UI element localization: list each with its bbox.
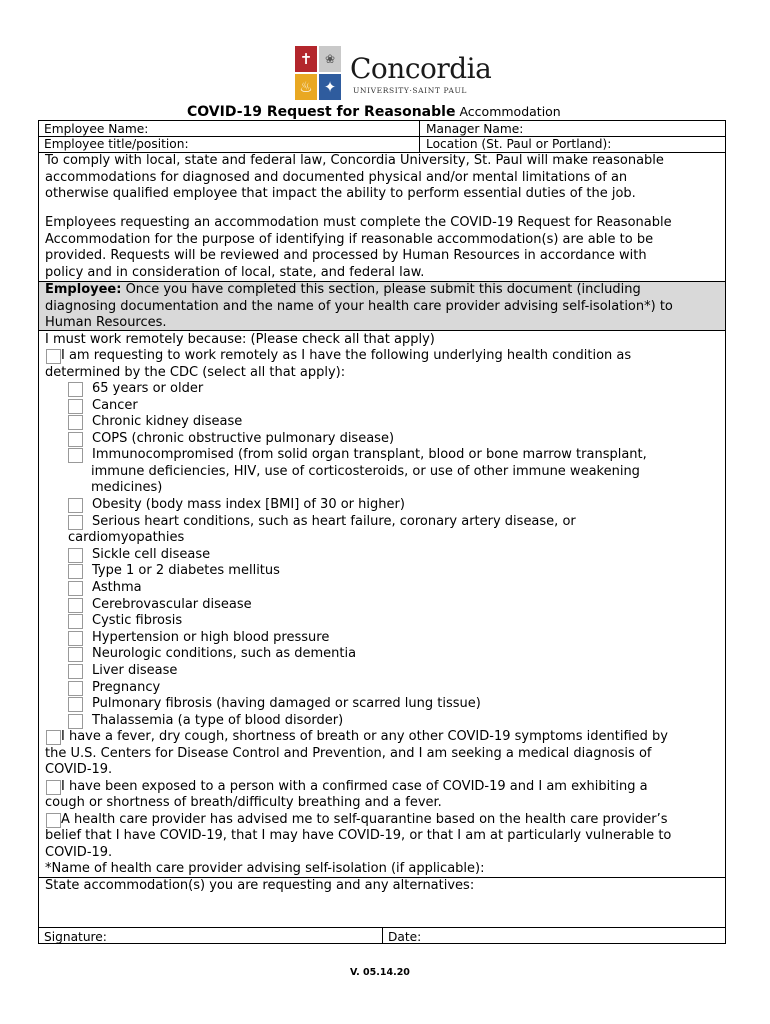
option-underlying-condition-text: I am requesting to work remotely as I have the following underlying health condition as <box>61 348 632 363</box>
accommodation-input[interactable] <box>45 896 721 926</box>
condition-cancer-label: Cancer <box>92 398 138 413</box>
condition-hypertension-label: Hypertension or high blood pressure <box>92 630 330 645</box>
condition-65-label: 65 years or older <box>92 381 204 396</box>
condition-sickle-cell-checkbox[interactable] <box>68 548 83 563</box>
cross-icon: ✝ <box>299 50 313 68</box>
condition-cystic-fibrosis-checkbox[interactable] <box>68 614 83 629</box>
version-label: V. 05.14.20 <box>350 967 410 978</box>
condition-copd-checkbox[interactable] <box>68 432 83 447</box>
accommodation-label: State accommodation(s) you are requesting and any alternatives: <box>45 878 475 893</box>
logo-wordmark: Concordia <box>350 52 492 85</box>
option-provider-advised-text: A health care provider has advised me to self-quarantine based on the health care provider’s <box>61 812 668 827</box>
location-label[interactable]: Location (St. Paul or Portland): <box>426 137 612 151</box>
condition-heart-label: Serious heart conditions, such as heart failure, coronary artery disease, or <box>92 514 576 529</box>
option-symptoms-checkbox[interactable] <box>46 730 61 745</box>
option-exposed-text: I have been exposed to a person with a confirmed case of COVID-19 and I am exhibiting a <box>61 779 648 794</box>
condition-obesity-label: Obesity (body mass index [BMI] of 30 or higher) <box>92 497 405 512</box>
condition-hypertension-checkbox[interactable] <box>68 631 83 646</box>
condition-diabetes-label: Type 1 or 2 diabetes mellitus <box>92 563 280 578</box>
condition-obesity-checkbox[interactable] <box>68 498 83 513</box>
condition-liver-label: Liver disease <box>92 663 178 678</box>
signature-field[interactable]: Signature: <box>44 930 107 944</box>
condition-sickle-cell-label: Sickle cell disease <box>92 547 211 562</box>
condition-immunocompromised-label-3: medicines) <box>91 480 163 495</box>
intro-paragraph-2: Employees requesting an accommodation must complete the COVID-19 Request for Reasonable Accommodation for the purpose of identifying if reasonable accommodation(s) are able to be provided. Requests will be reviewed and processed by Human Resources in accordance with policy and in consideration of local, state, and federal law. <box>45 215 672 280</box>
condition-pulmonary-fibrosis-label: Pulmonary fibrosis (having damaged or scarred lung tissue) <box>92 696 481 711</box>
intro-paragraph-1: To comply with local, state and federal law, Concordia University, St. Paul will make reasonable accommodations for diagnosed and documented physical and/or mental limitations of an otherwise qualified employee that impact the ability to perform essential duties of the job. <box>45 153 664 202</box>
condition-neurologic-label: Neurologic conditions, such as dementia <box>92 646 357 661</box>
logo-mark <box>295 46 343 102</box>
page-title <box>187 104 561 120</box>
employee-notice: Employee: Once you have completed this section, please submit this document (including diagnosing documentation and the name of your health care provider advising self-isolation*) to Human Resources. <box>39 282 725 330</box>
option-symptoms-text-3: COVID-19. <box>45 762 113 777</box>
concordia-logo <box>295 46 492 104</box>
condition-diabetes-checkbox[interactable] <box>68 564 83 579</box>
condition-asthma-checkbox[interactable] <box>68 581 83 596</box>
option-provider-advised-text-2: belief that I have COVID-19, that I may have COVID-19, or that I am at particularly vulnerable to <box>45 828 672 843</box>
option-provider-advised-text-3: COVID-19. <box>45 845 113 860</box>
figure-icon: ✦ <box>323 78 337 96</box>
logo-subtitle: UNIVERSITY·SAINT PAUL <box>353 86 467 95</box>
condition-thalassemia-label: Thalassemia (a type of blood disorder) <box>92 713 344 728</box>
condition-pregnancy-label: Pregnancy <box>92 680 161 695</box>
condition-pregnancy-checkbox[interactable] <box>68 681 83 696</box>
condition-copd-label: COPS (chronic obstructive pulmonary disease) <box>92 431 395 446</box>
condition-pulmonary-fibrosis-checkbox[interactable] <box>68 697 83 712</box>
condition-asthma-label: Asthma <box>92 580 142 595</box>
condition-cerebrovascular-label: Cerebrovascular disease <box>92 597 252 612</box>
option-symptoms-text: I have a fever, dry cough, shortness of breath or any other COVID-19 symptoms identified by <box>61 729 668 744</box>
manager-name-label[interactable]: Manager Name: <box>426 122 524 136</box>
condition-immunocompromised-label-2: immune deficiencies, HIV, use of corticosteroids, or use of other immune weakening <box>91 464 640 479</box>
date-field[interactable]: Date: <box>388 930 422 944</box>
flame-icon: ♨ <box>299 78 313 96</box>
condition-heart-label-2: cardiomyopathies <box>68 530 185 545</box>
condition-cancer-checkbox[interactable] <box>68 399 83 414</box>
option-exposed-checkbox[interactable] <box>46 780 61 795</box>
condition-neurologic-checkbox[interactable] <box>68 647 83 662</box>
title-bold: COVID-19 Request for Reasonable <box>187 104 456 120</box>
condition-kidney-checkbox[interactable] <box>68 415 83 430</box>
reasons-heading: I must work remotely because: (Please check all that apply) <box>45 332 435 347</box>
provider-name-field[interactable]: *Name of health care provider advising self-isolation (if applicable): <box>45 861 485 876</box>
title-rest: Accommodation <box>459 104 561 119</box>
condition-immunocompromised-label: Immunocompromised (from solid organ transplant, blood or bone marrow transplant, <box>92 447 647 462</box>
condition-liver-checkbox[interactable] <box>68 664 83 679</box>
condition-immunocompromised-checkbox[interactable] <box>68 448 83 463</box>
condition-thalassemia-checkbox[interactable] <box>68 714 83 729</box>
condition-65-checkbox[interactable] <box>68 382 83 397</box>
option-underlying-condition-text-2: determined by the CDC (select all that apply): <box>45 365 346 380</box>
option-exposed-text-2: cough or shortness of breath/difficulty breathing and a fever. <box>45 795 442 810</box>
notice-label: Employee: <box>45 282 122 297</box>
condition-heart-checkbox[interactable] <box>68 515 83 530</box>
condition-kidney-label: Chronic kidney disease <box>92 414 243 429</box>
condition-cerebrovascular-checkbox[interactable] <box>68 598 83 613</box>
option-underlying-condition-checkbox[interactable] <box>46 349 61 364</box>
employee-title-label[interactable]: Employee title/position: <box>44 137 189 151</box>
employee-name-label[interactable]: Employee Name: <box>44 122 149 136</box>
seal-icon: ❀ <box>324 52 336 66</box>
request-form <box>38 120 726 944</box>
condition-cystic-fibrosis-label: Cystic fibrosis <box>92 613 183 628</box>
option-symptoms-text-2: the U.S. Centers for Disease Control and Prevention, and I am seeking a medical diagnosis of <box>45 746 652 761</box>
option-provider-advised-checkbox[interactable] <box>46 813 61 828</box>
